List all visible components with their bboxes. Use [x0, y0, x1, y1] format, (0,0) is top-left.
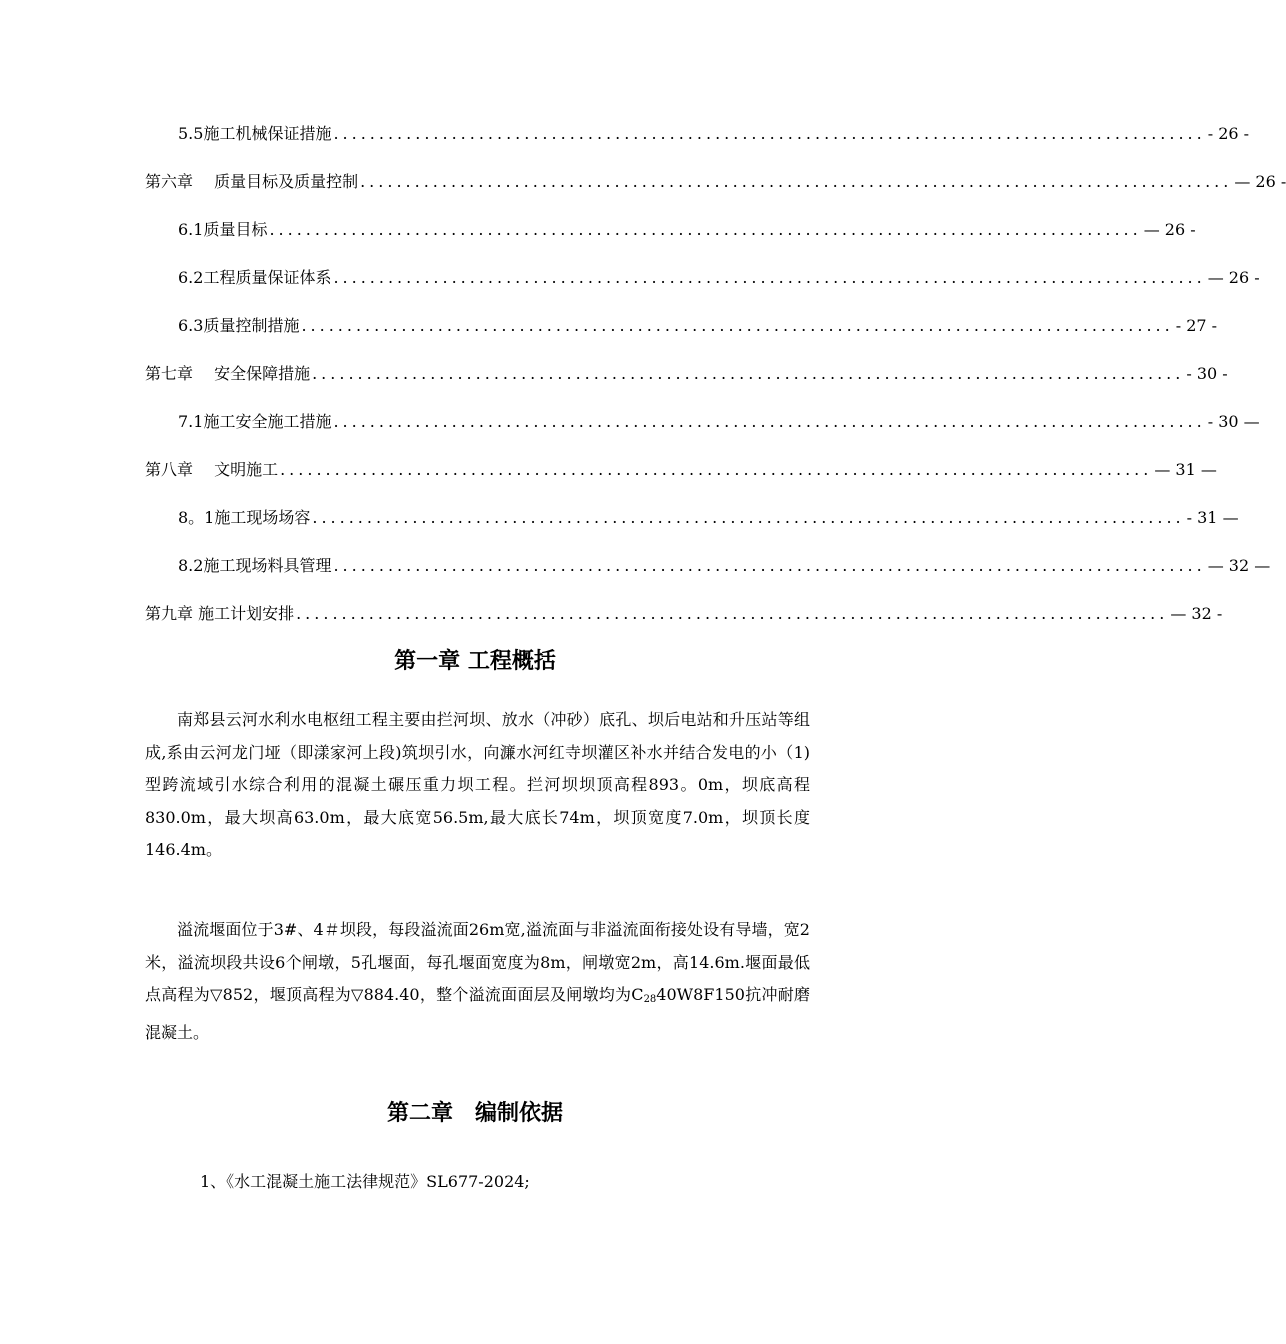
- paragraph-2-tail-text: 40W8F150抗冲耐磨混凝土。: [145, 985, 810, 1042]
- toc-entry-page-number: - 26 -: [1207, 124, 1250, 143]
- table-of-contents: [145, 118, 1286, 646]
- toc-entry[interactable]: [145, 550, 1271, 598]
- toc-entry[interactable]: [145, 454, 1217, 502]
- toc-dot-leader: ................................................................................................: [333, 412, 1206, 431]
- toc-entry-title: 第九章 施工计划安排: [145, 604, 295, 623]
- toc-dot-leader: ................................................................................................: [280, 460, 1153, 479]
- toc-entry-page-number: — 26 -: [1234, 172, 1286, 191]
- toc-dot-leader: ................................................................................................: [296, 604, 1169, 623]
- toc-entry-page-number: - 30 -: [1186, 364, 1228, 383]
- toc-entry[interactable]: [145, 598, 1223, 646]
- toc-entry-page-number: - 30 —: [1207, 412, 1260, 431]
- toc-dot-leader: ................................................................................................: [333, 124, 1206, 143]
- toc-entry-title: 6.3质量控制措施: [178, 316, 300, 335]
- toc-entry-title: 第八章 文明施工: [145, 460, 279, 479]
- toc-entry[interactable]: [145, 358, 1228, 406]
- toc-entry[interactable]: [145, 310, 1218, 358]
- concrete-age-subscript: 28: [643, 994, 657, 1005]
- toc-entry-page-number: — 26 -: [1207, 268, 1260, 287]
- toc-entry-title: 5.5施工机械保证措施: [178, 124, 332, 143]
- reference-item-1: 1、《水工混凝土施工法律规范》SL677-2024;: [200, 1172, 530, 1191]
- toc-entry-title: 6.2工程质量保证体系: [178, 268, 332, 287]
- chapter-1-paragraph-2: [145, 914, 810, 1049]
- toc-dot-leader: ................................................................................................: [360, 172, 1233, 191]
- toc-entry-page-number: - 31 —: [1186, 508, 1239, 527]
- toc-entry-page-number: — 32 —: [1207, 556, 1271, 575]
- toc-entry-page-number: — 31 —: [1154, 460, 1217, 479]
- toc-entry-title: 6.1质量目标: [178, 220, 268, 239]
- toc-dot-leader: ................................................................................................: [312, 364, 1185, 383]
- toc-entry-title: 8。1施工现场场容: [178, 508, 311, 527]
- toc-entry[interactable]: [145, 406, 1260, 454]
- toc-dot-leader: ................................................................................................: [312, 508, 1185, 527]
- toc-entry-title: 7.1施工安全施工措施: [178, 412, 332, 431]
- toc-dot-leader: ................................................................................................: [333, 268, 1206, 287]
- toc-entry[interactable]: [145, 214, 1196, 262]
- toc-entry-page-number: — 32 -: [1170, 604, 1223, 623]
- toc-entry[interactable]: [145, 118, 1250, 166]
- toc-entry-title: 8.2施工现场料具管理: [178, 556, 332, 575]
- toc-entry-page-number: - 27 -: [1175, 316, 1218, 335]
- toc-dot-leader: ................................................................................................: [333, 556, 1206, 575]
- chapter-1-paragraph-1: 南郑县云河水利水电枢纽工程主要由拦河坝、放水（冲砂）底孔、坝后电站和升压站等组成,系由云河龙门垭（即漾家河上段)筑坝引水，向濂水河红寺坝灌区补水并结合发电的小（1)型跨流域引水综合利用的混凝土碾压重力坝工程。拦河坝坝顶高程893。0m，坝底高程830.0m，最大坝高63.0m，最大底宽56.5m,最大底长74m，坝顶宽度7.0m，坝顶长度146.4m。: [145, 710, 810, 859]
- toc-dot-leader: ................................................................................................: [301, 316, 1174, 335]
- toc-entry[interactable]: [145, 166, 1286, 214]
- toc-entry[interactable]: [145, 262, 1260, 310]
- toc-dot-leader: ................................................................................................: [269, 220, 1142, 239]
- chapter-2-title: 第二章 编制依据: [386, 1101, 563, 1126]
- toc-entry-title: 第六章 质量目标及质量控制: [145, 172, 359, 191]
- chapter-1-title: 第一章 工程概括: [394, 649, 556, 674]
- paragraph-2-main-text: 溢流堰面位于3#、4＃坝段，每段溢流面26m宽,溢流面与非溢流面衔接处设有导墙，宽2米，溢流坝段共设6个闸墩，5孔堰面，每孔堰面宽度为8m，闸墩宽2m，高14.6m.堰面最低点高程为▽852，堰顶高程为▽884.40，整个溢流面面层及闸墩均为C: [145, 920, 810, 1004]
- toc-entry-title: 第七章 安全保障措施: [145, 364, 311, 383]
- toc-entry-page-number: — 26 -: [1143, 220, 1196, 239]
- toc-entry[interactable]: [145, 502, 1239, 550]
